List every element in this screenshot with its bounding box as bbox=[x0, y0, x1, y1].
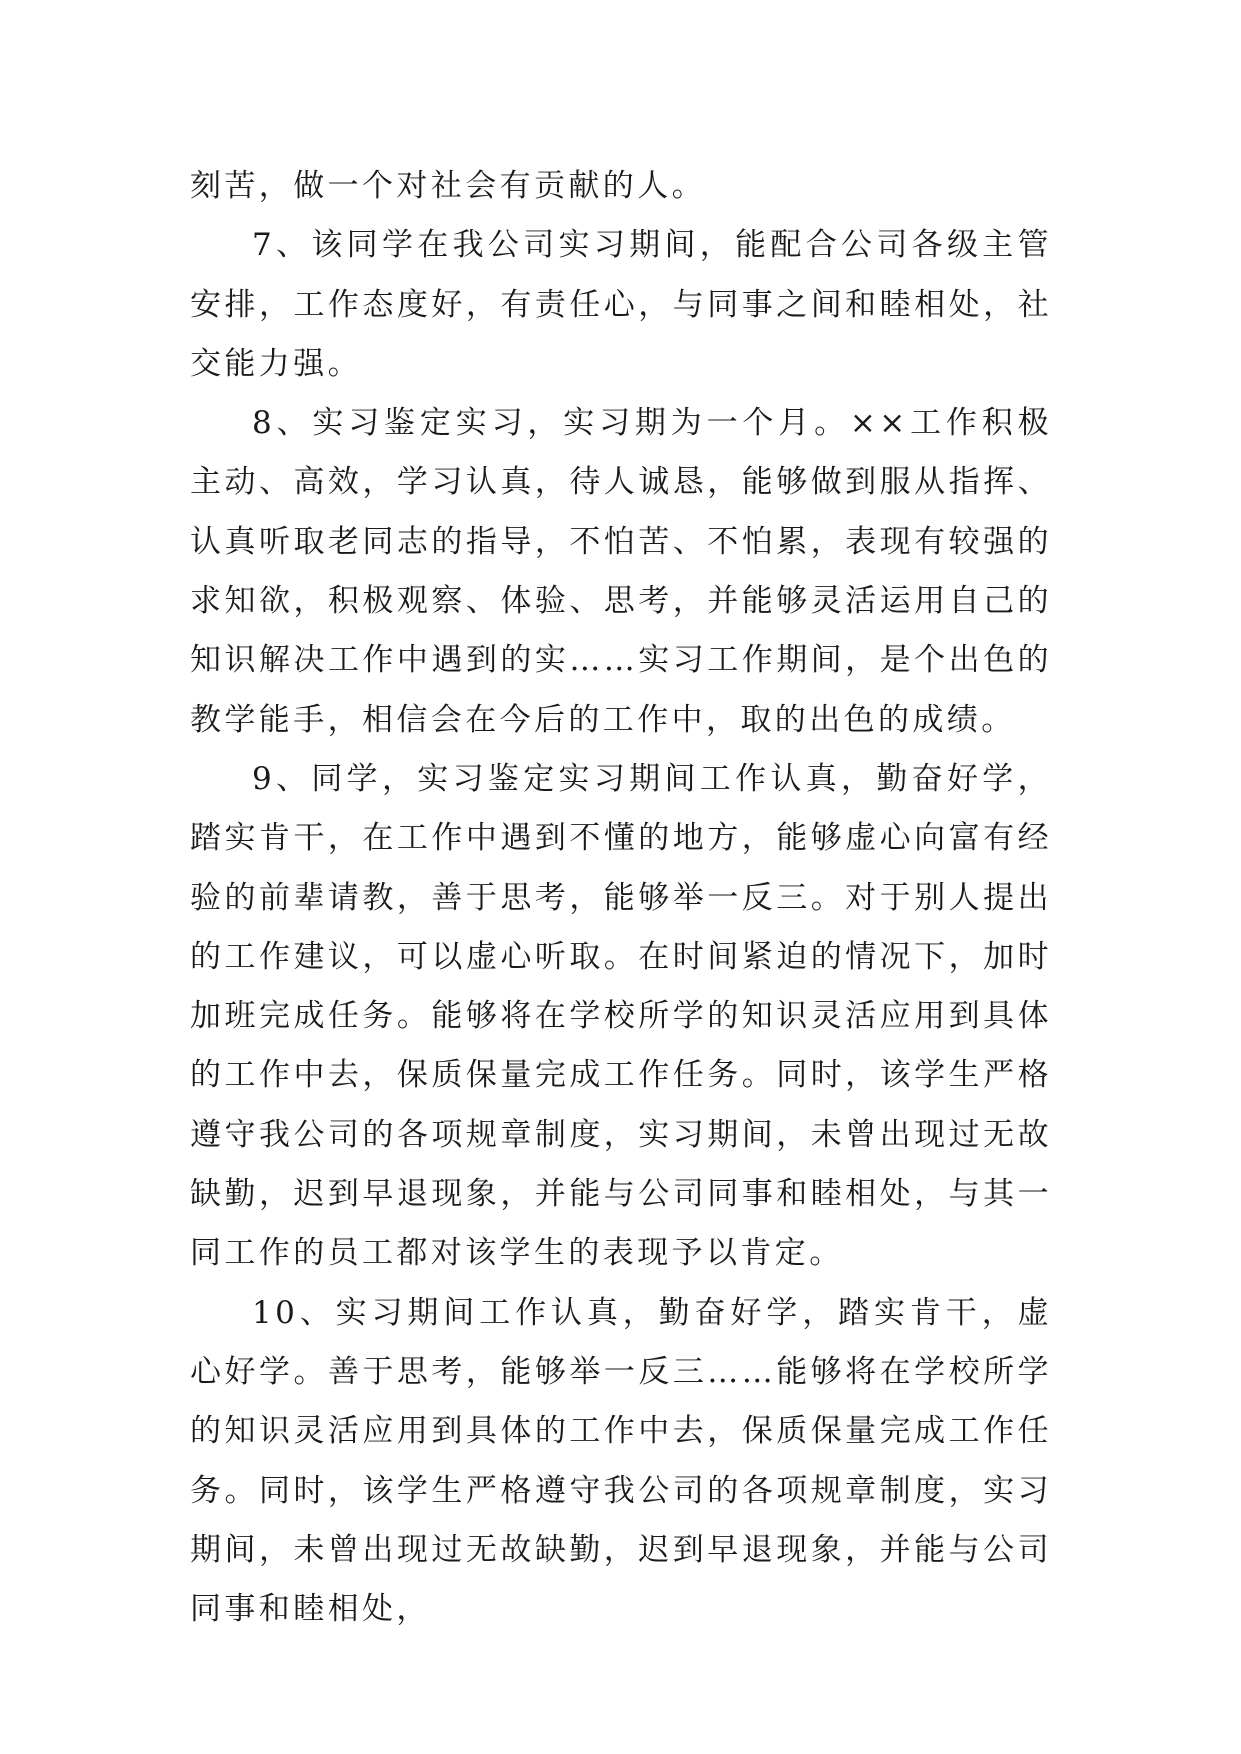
paragraph-item-9: 9、同学，实习鉴定实习期间工作认真，勤奋好学，踏实肯干，在工作中遇到不懂的地方，能够虚心向富有经验的前辈请教，善于思考，能够举一反三。对于别人提出的工作建议，可以虚心听取。在时间紧迫的情况下，加时加班完成任务。能够将在学校所学的知识灵活应用到具体的工作中去，保质保量完成工作任务。同时，该学生严格遵守我公司的各项规章制度，实习期间，未曾出现过无故缺勤，迟到早退现象，并能与公司同事和睦相处，与其一同工作的员工都对该学生的表现予以肯定。 bbox=[190, 760, 1052, 1272]
document-body bbox=[190, 157, 1052, 1639]
paragraph-item-7: 7、该同学在我公司实习期间，能配合公司各级主管安排，工作态度好，有责任心，与同事之间和睦相处，社交能力强。 bbox=[190, 227, 1052, 382]
paragraph-item-10: 10、实习期间工作认真，勤奋好学，踏实肯干，虚心好学。善于思考，能够举一反三……能够将在学校所学的知识灵活应用到具体的工作中去，保质保量完成工作任务。同时，该学生严格遵守我公司的各项规章制度，实习期间，未曾出现过无故缺勤，迟到早退现象，并能与公司同事和睦相处， bbox=[190, 1294, 1052, 1628]
paragraph-continuation: 刻苦，做一个对社会有贡献的人。 bbox=[190, 168, 706, 204]
paragraph-item-8: 8、实习鉴定实习，实习期为一个月。××工作积极主动、高效，学习认真，待人诚恳，能够做到服从指挥、认真听取老同志的指导，不怕苦、不怕累，表现有较强的求知欲，积极观察、体验、思考，并能够灵活运用自己的知识解决工作中遇到的实……实习工作期间，是个出色的教学能手，相信会在今后的工作中，取的出色的成绩。 bbox=[190, 405, 1052, 738]
